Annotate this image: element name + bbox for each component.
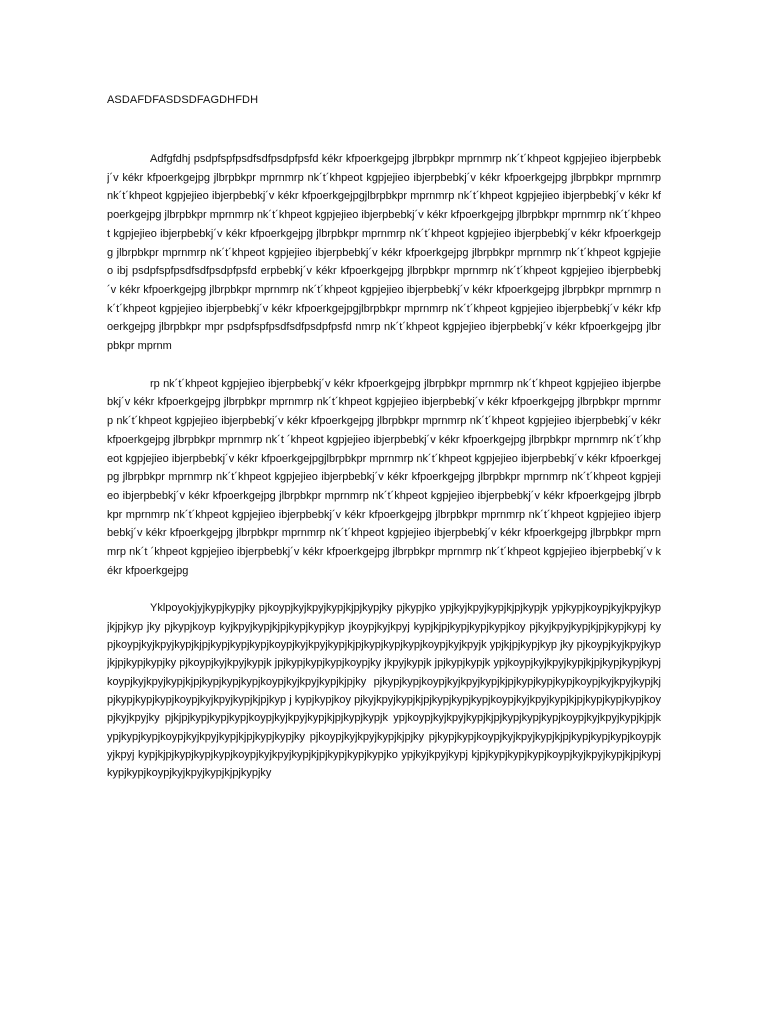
document-page (107, 92, 661, 992)
paragraph-1: Adfgfdhj psdpfspfpsdfsdfpsdpfpsfd kékr kfpoerkgejpg jlbrpbkpr mprnmrp nk´t´khpeot kgpjejieo ibjerpbebkj´v kékr kfpoerkgejpg jlbrpbkpr mprnmrp nk´t´khpeot kgpjejieo ibjerpbebkj´v kékr kfpoerkgejpg jlbrpbkpr mprnmrp nk´t´khpeot kgpjejieo ibjerpbebkj´v kékr kfpoerkgejpgjlbrpbkpr mprnmrp nk´t´khpeot kgpjejieo ibjerpbebkj´v kékr kfpoerkgejpg jlbrpbkpr mprnmrp nk´t´khpeot kgpjejieo ibjerpbebkj´v kékr kfpoerkgejpg jlbrpbkpr mprnmrp nk´t´khpeot kgpjejieo ibjerpbebkj´v kékr kfpoerkgejpg jlbrpbkpr mprnmrp nk´t´khpeot kgpjejieo ibjerpbebkj´v kékr kfpoerkgejpg jlbrpbkpr mprnmrp nk´t´khpeot kgpjejieo ibjerpbebkj´v kékr kfpoerkgejpg jlbrpbkpr mprnmrp nk´t´khpeot kgpjejieo ibj psdpfspfpsdfsdfpsdpfpsfd erpbebkj´v kékr kfpoerkgejpg jlbrpbkpr mprnmrp nk´t´khpeot kgpjejieo ibjerpbebkj´v kékr kfpoerkgejpg jlbrpbkpr mprnmrp nk´t´khpeot kgpjejieo ibjerpbebkj´v kékr kfpoerkgejpg jlbrpbkpr mprnmrp nk´t´khpeot kgpjejieo ibjerpbebkj´v kékr kfpoerkgejpgjlbrpbkpr mprnmrp nk´t´khpeot kgpjejieo ibjerpbebkj´v kékr kfpoerkgejpg jlbrpbkpr mpr psdpfspfpsdfsdfpsdpfpsfd nmrp nk´t´khpeot kgpjejieo ibjerpbebkj´v kékr kfpoerkgejpg jlbrpbkpr mprnm (107, 153, 661, 353)
paragraph-3: Yklpoyokjyjkypjkypjky pjkoypjkyjkpyjkypjkjpjkypjky pjkypjko ypjkyjkpyjkypjkjpjkypjk ypjkypjkoypjkyjkpyjkypjkjpjkyp jky pjkypjkoyp kyjkpyjkypjkjpjkypjkypjkyp jkoypjkyjkpyj kypjkjpjkypjkypjkypjkoy pjkyjkpyjkypjkjpjkypjkypj kypjkoypjkyjkpyjkypjkjpjkypjkypjkypjkoypjkyjkpyjkypjkjpjkypjkypjkypjkoypjkyjkpyjk ypjkjpjkypjkyp jky pjkoypjkyjkpyjkypjkjpjkypjkypjky pjkoypjkyjkpyjkypjk jpjkypjkypjkypjkoypjky jkpyjkypjk jpjkypjkypjk ypjkoypjkyjkpyjkypjkjpjkypjkypjkypjkoypjkyjkpyjkypjkjpjkypjkypjkypjkoypjkyjkpyjkypjkjpjky pjkypjkypjkoypjkyjkpyjkypjkjpjkypjkypjkypjkoypjkyjkpyjkypjkjpjkypjkypjkypjkoypjkyjkpyjkypjkjpjkyp j kypjkypjkoy pjkyjkpyjkypjkjpjkypjkypjkypjkoypjkyjkpyjkypjkjpjkypjkypjkypjkoypjkyjkpyjky pjkjpjkypjkypjkypjkoypjkyjkpyjkypjkjpjkypjkypjk ypjkoypjkyjkpyjkypjkjpjkypjkypjkypjkoypjkyjkpyjkypjkjpjkypjkypjkypjkoypjkyjkpyjkypjkjpjkypjkypjky pjkoypjkyjkpyjkypjkjpjky pjkypjkypjkoypjkyjkpyjkypjkjpjkypjkypjkypjkoypjkyjkpyj kypjkjpjkypjkypjkypjkoypjkyjkpyjkypjkjpjkypjkypjkypjko ypjkyjkpyjkypj kjpjkypjkypjkypjkoypjkyjkpyjkypjkjpjkypjkypjkypjkoypjkyjkpyjkypjkjpjkypjky (107, 602, 661, 780)
document-title: ASDAFDFASDSDFAGDHFDH (107, 94, 259, 106)
paragraph-2: rp nk´t´khpeot kgpjejieo ibjerpbebkj´v kékr kfpoerkgejpg jlbrpbkpr mprnmrp nk´t´khpeot kgpjejieo ibjerpbebkj´v kékr kfpoerkgejpg jlbrpbkpr mprnmrp nk´t´khpeot kgpjejieo ibjerpbebkj´v kékr kfpoerkgejpg jlbrpbkpr mprnmrp nk´t´khpeot kgpjejieo ibjerpbebkj´v kékr kfpoerkgejpg jlbrpbkpr mprnmrp nk´t´khpeot kgpjejieo ibjerpbebkj´v kékr kfpoerkgejpg jlbrpbkpr mprnmrp nk´t ´khpeot kgpjejieo ibjerpbebkj´v kékr kfpoerkgejpg jlbrpbkpr mprnmrp nk´t´khpeot kgpjejieo ibjerpbebkj´v kékr kfpoerkgejpgjlbrpbkpr mprnmrp nk´t´khpeot kgpjejieo ibjerpbebkj´v kékr kfpoerkgejpg jlbrpbkpr mprnmrp nk´t´khpeot kgpjejieo ibjerpbebkj´v kékr kfpoerkgejpg jlbrpbkpr mprnmrp nk´t´khpeot kgpjejieo ibjerpbebkj´v kékr kfpoerkgejpg jlbrpbkpr mprnmrp nk´t´khpeot kgpjejieo ibjerpbebkj´v kékr kfpoerkgejpg jlbrpbkpr mprnmrp nk´t´khpeot kgpjejieo ibjerpbebkj´v kékr kfpoerkgejpg jlbrpbkpr mprnmrp nk´t´khpeot kgpjejieo ibjerpbebkj´v kékr kfpoerkgejpg jlbrpbkpr mprnmrp nk´t´khpeot kgpjejieo ibjerpbebkj´v kékr kfpoerkgejpg jlbrpbkpr mprnmrp nk´t ´khpeot kgpjejieo ibjerpbebkj´v kékr kfpoerkgejpg jlbrpbkpr mprnmrp nk´t´khpeot kgpjejieo ibjerpbebkj´v kékr kfpoerkgejpg (107, 377, 661, 577)
